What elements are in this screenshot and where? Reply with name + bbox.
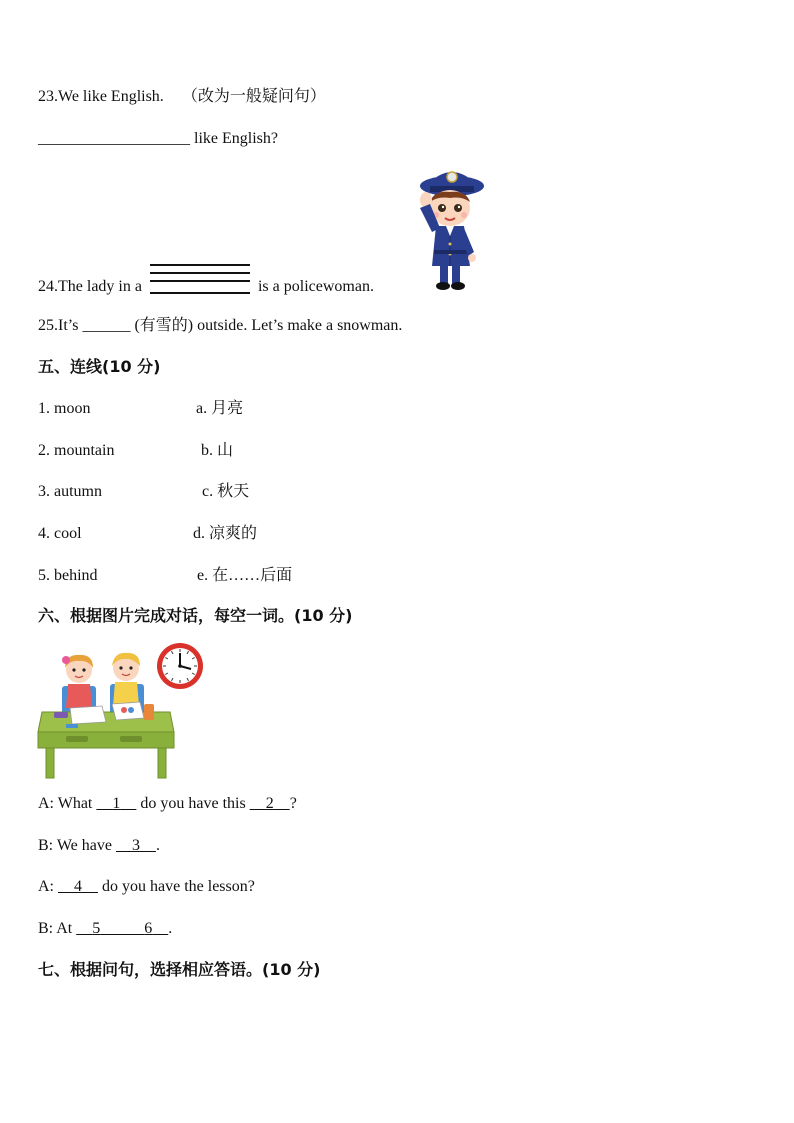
match-right-d: d. 凉爽的	[193, 525, 258, 542]
match-right-c: c. 秋天	[202, 483, 250, 500]
dialogue-2-text-a: B: We have	[38, 837, 116, 854]
dialogue-4-text-d: .	[168, 920, 173, 937]
q23-answer-line: ___________________ like English?	[38, 130, 278, 147]
q24-pre: 24.The lady in a	[38, 278, 142, 295]
match-right-a: a. 月亮	[196, 400, 244, 417]
dialogue-line-1	[38, 794, 297, 814]
dialogue-3-text-a: A:	[38, 878, 58, 895]
dialogue-line-2	[38, 836, 160, 856]
policewoman-icon	[412, 162, 488, 294]
q23-prompt: 23.We like English.	[38, 88, 164, 105]
blank-1: 1	[112, 795, 121, 812]
q24-answer-lines	[150, 290, 250, 291]
blank-3: 3	[131, 837, 140, 854]
match-left-2: 2. mountain	[38, 442, 115, 459]
q24-post: is a policewoman.	[257, 278, 374, 295]
q23-line	[38, 87, 326, 107]
match-right-b: b. 山	[201, 442, 234, 459]
q25-line: 25.It’s ______ (有雪的) outside. Let’s make a snowman.	[38, 317, 403, 334]
match-left-5: 5. behind	[38, 567, 98, 584]
section-5-title: 五、连线(10 分)	[38, 357, 161, 376]
section-7-title: 七、根据问句，选择相应答语。(10 分)	[38, 960, 321, 979]
dialogue-1-text-a: A: What	[38, 795, 97, 812]
blank-5: 5 6	[92, 920, 153, 937]
q23-note: （改为一般疑问句）	[181, 88, 326, 105]
blank-4: 4	[74, 878, 82, 895]
match-left-4: 4. cool	[38, 525, 82, 542]
section-6-title: 六、根据图片完成对话，每空一词。(10 分)	[38, 606, 353, 625]
dialogue-3-text-c: do you have the lesson?	[98, 878, 255, 895]
blank-2: 2	[265, 795, 274, 812]
q24-line	[38, 277, 374, 297]
dialogue-1-text-c: do you have this	[136, 795, 250, 812]
dialogue-4-text-a: B: At	[38, 920, 77, 937]
match-left-3: 3. autumn	[38, 483, 102, 500]
wall-clock-icon	[155, 641, 205, 691]
dialogue-2-text-d: .	[155, 837, 160, 854]
dialogue-line-3	[38, 877, 255, 897]
dialogue-1-text-d: ?	[289, 795, 297, 812]
match-left-1: 1. moon	[38, 400, 91, 417]
match-right-e: e. 在……后面	[197, 567, 293, 584]
dialogue-line-4	[38, 919, 172, 939]
